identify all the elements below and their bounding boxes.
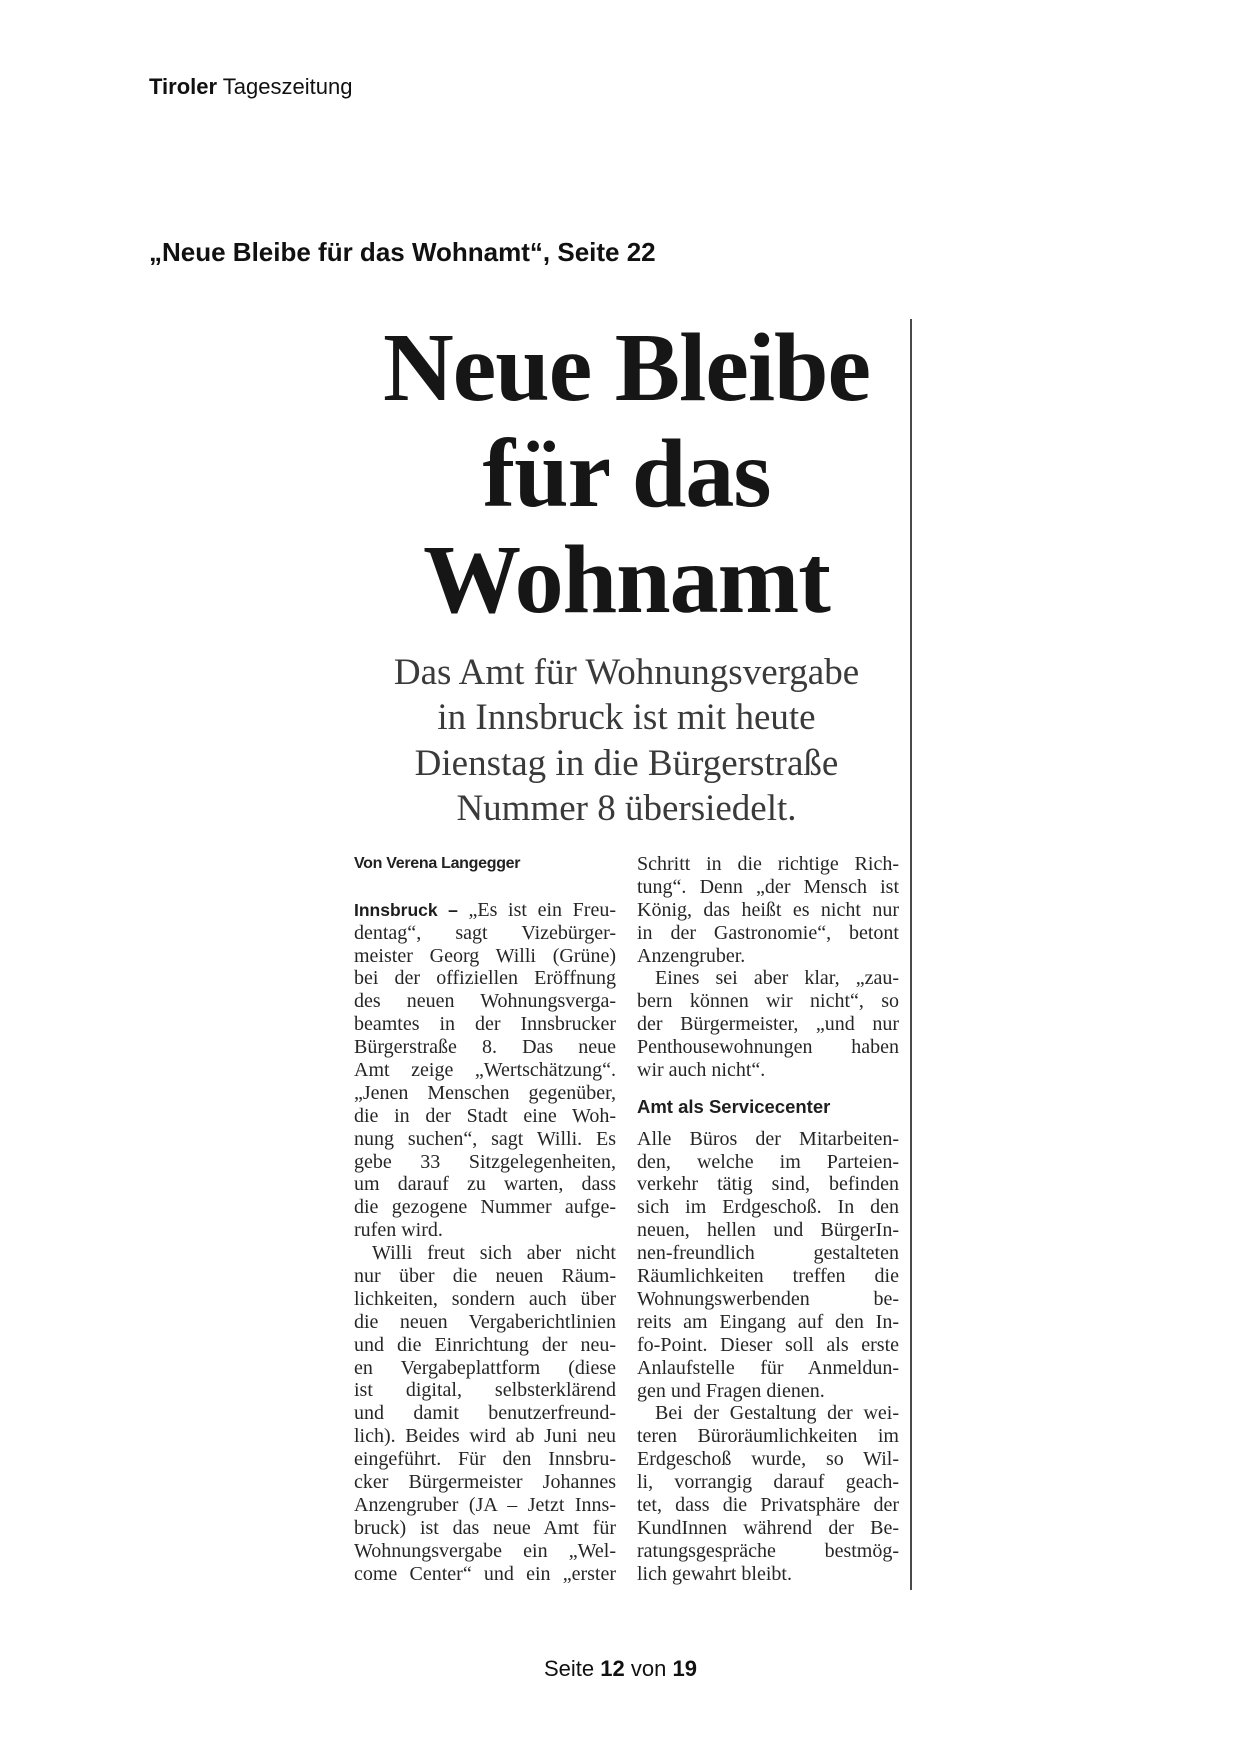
text-line: König, das heißt es nicht nur xyxy=(637,898,899,921)
text-line: die gezogene Nummer aufge- xyxy=(354,1196,616,1219)
blank-line xyxy=(354,876,616,899)
text-line: bern können wir nicht“, so xyxy=(637,990,899,1013)
publication-name-regular: Tageszeitung xyxy=(222,74,353,99)
text-line: en Vergabeplattform (diese xyxy=(354,1356,616,1379)
text-line: Erdgeschoß wurde, so Wil- xyxy=(637,1448,899,1471)
paragraph xyxy=(637,1402,899,1585)
text-line: KundInnen während der Be- xyxy=(637,1516,899,1539)
text-line: rufen wird. xyxy=(354,1219,443,1242)
text-line: die neuen Vergaberichtlinien xyxy=(354,1310,616,1333)
text-line: lichkeiten, sondern auch über xyxy=(354,1287,616,1310)
text-line: Penthousewohnungen haben xyxy=(637,1036,899,1059)
text-line: „Jenen Menschen gegenüber, xyxy=(354,1081,616,1104)
text-line: teren Büroräumlichkeiten im xyxy=(637,1425,899,1448)
text-line: in der Gastronomie“, betont xyxy=(637,921,899,944)
text-line: Räumlichkeiten treffen die xyxy=(637,1265,899,1288)
article-reference-title: „Neue Bleibe für das Wohnamt“, Seite 22 xyxy=(149,237,656,267)
text-line xyxy=(354,899,616,922)
text-line: reits am Eingang auf den In- xyxy=(637,1310,899,1333)
text-line: eingeführt. Für den Innsbru- xyxy=(354,1448,616,1471)
text-line: die in der Stadt eine Woh- xyxy=(354,1104,616,1127)
text-line: fo-Point. Dieser soll als erste xyxy=(637,1333,899,1356)
text-line-content: „Es ist ein Freu- xyxy=(468,898,616,921)
text-line: und damit benutzerfreund- xyxy=(354,1402,616,1425)
page-total: 19 xyxy=(672,1656,697,1681)
paragraph xyxy=(354,1242,616,1585)
headline-line: Neue Bleibe xyxy=(382,314,871,422)
text-line: wir auch nicht“. xyxy=(637,1059,766,1082)
text-line: ratungsgespräche bestmög- xyxy=(637,1539,899,1562)
text-line: meister Georg Willi (Grüne) xyxy=(354,944,616,967)
headline xyxy=(354,315,899,633)
text-line: Anzengruber (JA – Jetzt Inns- xyxy=(354,1493,616,1516)
text-line: ist digital, selbsterklärend xyxy=(354,1379,616,1402)
subheadline xyxy=(354,650,899,831)
text-line: Schritt in die richtige Rich- xyxy=(637,853,899,875)
text-line: tung“. Denn „der Mensch ist xyxy=(637,875,899,898)
text-line: nur über die neuen Räum- xyxy=(354,1265,616,1288)
text-line: der Bürgermeister, „und nur xyxy=(637,1013,899,1036)
text-line: Anlaufstelle für Anmeldun- xyxy=(637,1356,899,1379)
text-line: bruck) ist das neue Amt für xyxy=(354,1516,616,1539)
subheadline-line: Dienstag in die Bürgerstraße xyxy=(414,742,839,784)
text-line: und die Einrichtung der neu- xyxy=(354,1333,616,1356)
text-line: gen und Fragen dienen. xyxy=(637,1379,825,1402)
paragraph xyxy=(637,1128,899,1403)
section-subhead: Amt als Servicecenter xyxy=(637,1095,831,1117)
text-line: Willi freut sich aber nicht xyxy=(372,1242,616,1265)
page-label: Seite xyxy=(544,1656,595,1681)
text-line: nen-freundlich gestalteten xyxy=(637,1242,899,1265)
byline: Von Verena Langegger xyxy=(354,855,521,872)
headline-line: Wohnamt xyxy=(423,526,830,634)
text-line: Wohnungsvergabe ein „Wel- xyxy=(354,1539,616,1562)
text-line: dentag“, sagt Vizebürger- xyxy=(354,921,616,944)
text-line: Eines sei aber klar, „zau- xyxy=(655,967,899,990)
dateline: Innsbruck – xyxy=(354,899,458,920)
page-current: 12 xyxy=(600,1656,625,1681)
text-line: des neuen Wohnungsverga- xyxy=(354,990,616,1013)
paragraph xyxy=(354,899,616,1242)
page-of-label: von xyxy=(630,1656,667,1681)
text-line: sich im Erdgeschoß. In den xyxy=(637,1196,899,1219)
text-line: verkehr tätig sind, befinden xyxy=(637,1173,899,1196)
text-column-1 xyxy=(354,853,616,1586)
publication-name xyxy=(149,74,352,100)
text-line: Wohnungswerbenden be- xyxy=(637,1287,899,1310)
text-line: lich). Beides wird ab Juni neu xyxy=(354,1425,616,1448)
text-line: nung suchen“, sagt Willi. Es xyxy=(354,1127,616,1150)
column-rule xyxy=(910,319,912,1590)
text-line: Anzengruber. xyxy=(637,944,746,967)
text-line: um darauf zu warten, dass xyxy=(354,1173,616,1196)
subheadline-line: Das Amt für Wohnungsvergabe xyxy=(393,652,860,693)
text-line: gebe 33 Sitzgelegenheiten, xyxy=(354,1150,616,1173)
page-number xyxy=(0,1656,1241,1682)
publication-name-bold: Tiroler xyxy=(149,74,218,99)
text-line: Bei der Gestaltung der wei- xyxy=(655,1402,899,1425)
text-line: tet, dass die Privatsphäre der xyxy=(637,1493,899,1516)
paragraph xyxy=(637,967,899,1081)
text-line: den, welche im Parteien- xyxy=(637,1150,899,1173)
text-line: beamtes in der Innsbrucker xyxy=(354,1013,616,1036)
paragraph xyxy=(637,853,899,967)
text-line: Bürgerstraße 8. Das neue xyxy=(354,1036,616,1059)
text-line: come Center“ und ein „erster xyxy=(354,1562,616,1585)
text-line: li, vorrangig darauf geach- xyxy=(637,1471,899,1494)
text-line: neuen, hellen und BürgerIn- xyxy=(637,1219,899,1242)
text-column-2 xyxy=(637,853,899,1586)
text-line: Amt zeige „Wertschätzung“. xyxy=(354,1059,616,1082)
subheadline-line: in Innsbruck ist mit heute xyxy=(437,697,816,739)
headline-line: für das xyxy=(482,420,771,528)
text-line: Alle Büros der Mitarbeiten- xyxy=(637,1127,899,1150)
text-line: lich gewahrt bleibt. xyxy=(637,1562,792,1585)
subheadline-line: Nummer 8 übersiedelt. xyxy=(456,787,797,829)
text-line: bei der offiziellen Eröffnung xyxy=(354,967,616,990)
text-line: cker Bürgermeister Johannes xyxy=(354,1471,616,1494)
